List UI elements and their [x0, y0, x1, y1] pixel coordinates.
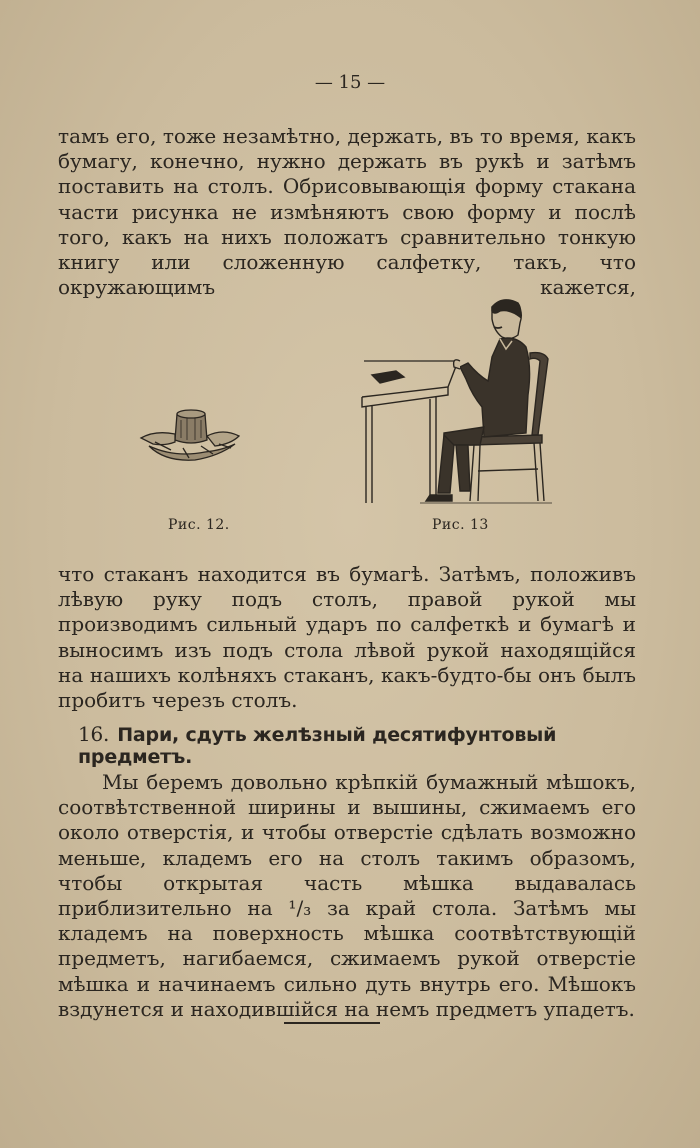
section-heading	[78, 722, 638, 768]
paragraph-1: тамъ его, тоже незамѣтно, держать, въ то время, какъ бумагу, конечно, нужно держать въ рукѣ и затѣмъ поставить на столъ. Обрисовывающія форму стакана части рисунка не измѣняютъ свою форму и послѣ того, какъ на нихъ положатъ сравнительно тонкую книгу или сложенную салфетку, такъ, что окружающимъ кажется,	[58, 124, 636, 300]
page-number: — 15 —	[314, 72, 386, 93]
paragraph-2: что стаканъ находится въ бумагѣ. Затѣмъ, положивъ лѣвую руку подъ столъ, правой рукой мы производимъ сильный ударъ по салфеткѣ и бумагѣ и выносимъ изъ подъ стола лѣвой рукой находящійся на нашихъ колѣняхъ стаканъ, какъ-будто-бы онъ былъ пробитъ черезъ столъ.	[58, 562, 636, 713]
section-title: Пари, сдуть желѣзный десятифунтовый предметъ.	[78, 724, 557, 768]
man-at-table-illustration	[360, 295, 560, 510]
end-rule	[284, 1022, 380, 1024]
figure-13-caption: Рис. 13	[432, 517, 489, 533]
section-number: 16.	[78, 722, 110, 746]
cup-under-napkin-illustration	[135, 400, 245, 465]
paragraph-3: Мы беремъ довольно крѣпкій бумажный мѣшокъ, соотвѣтственной ширины и вышины, сжимаемъ его около отверстія, и чтобы отверстіе сдѣлать возможно меньше, кладемъ его на столъ такимъ образомъ, чтобы открытая часть мѣшка выдавалась приблизительно на ¹/₃ за край стола. Затѣмъ мы кладемъ на поверхность мѣшка соотвѣтствующій предметъ, нагибаемся, сжимаемъ рукой отверстіе мѣшка и начинаемъ сильно дуть внутрь его. Мѣшокъ вздунется и находившійся на немъ предметъ упадетъ.	[58, 770, 636, 1021]
figure-12-caption: Рис. 12.	[168, 517, 230, 533]
